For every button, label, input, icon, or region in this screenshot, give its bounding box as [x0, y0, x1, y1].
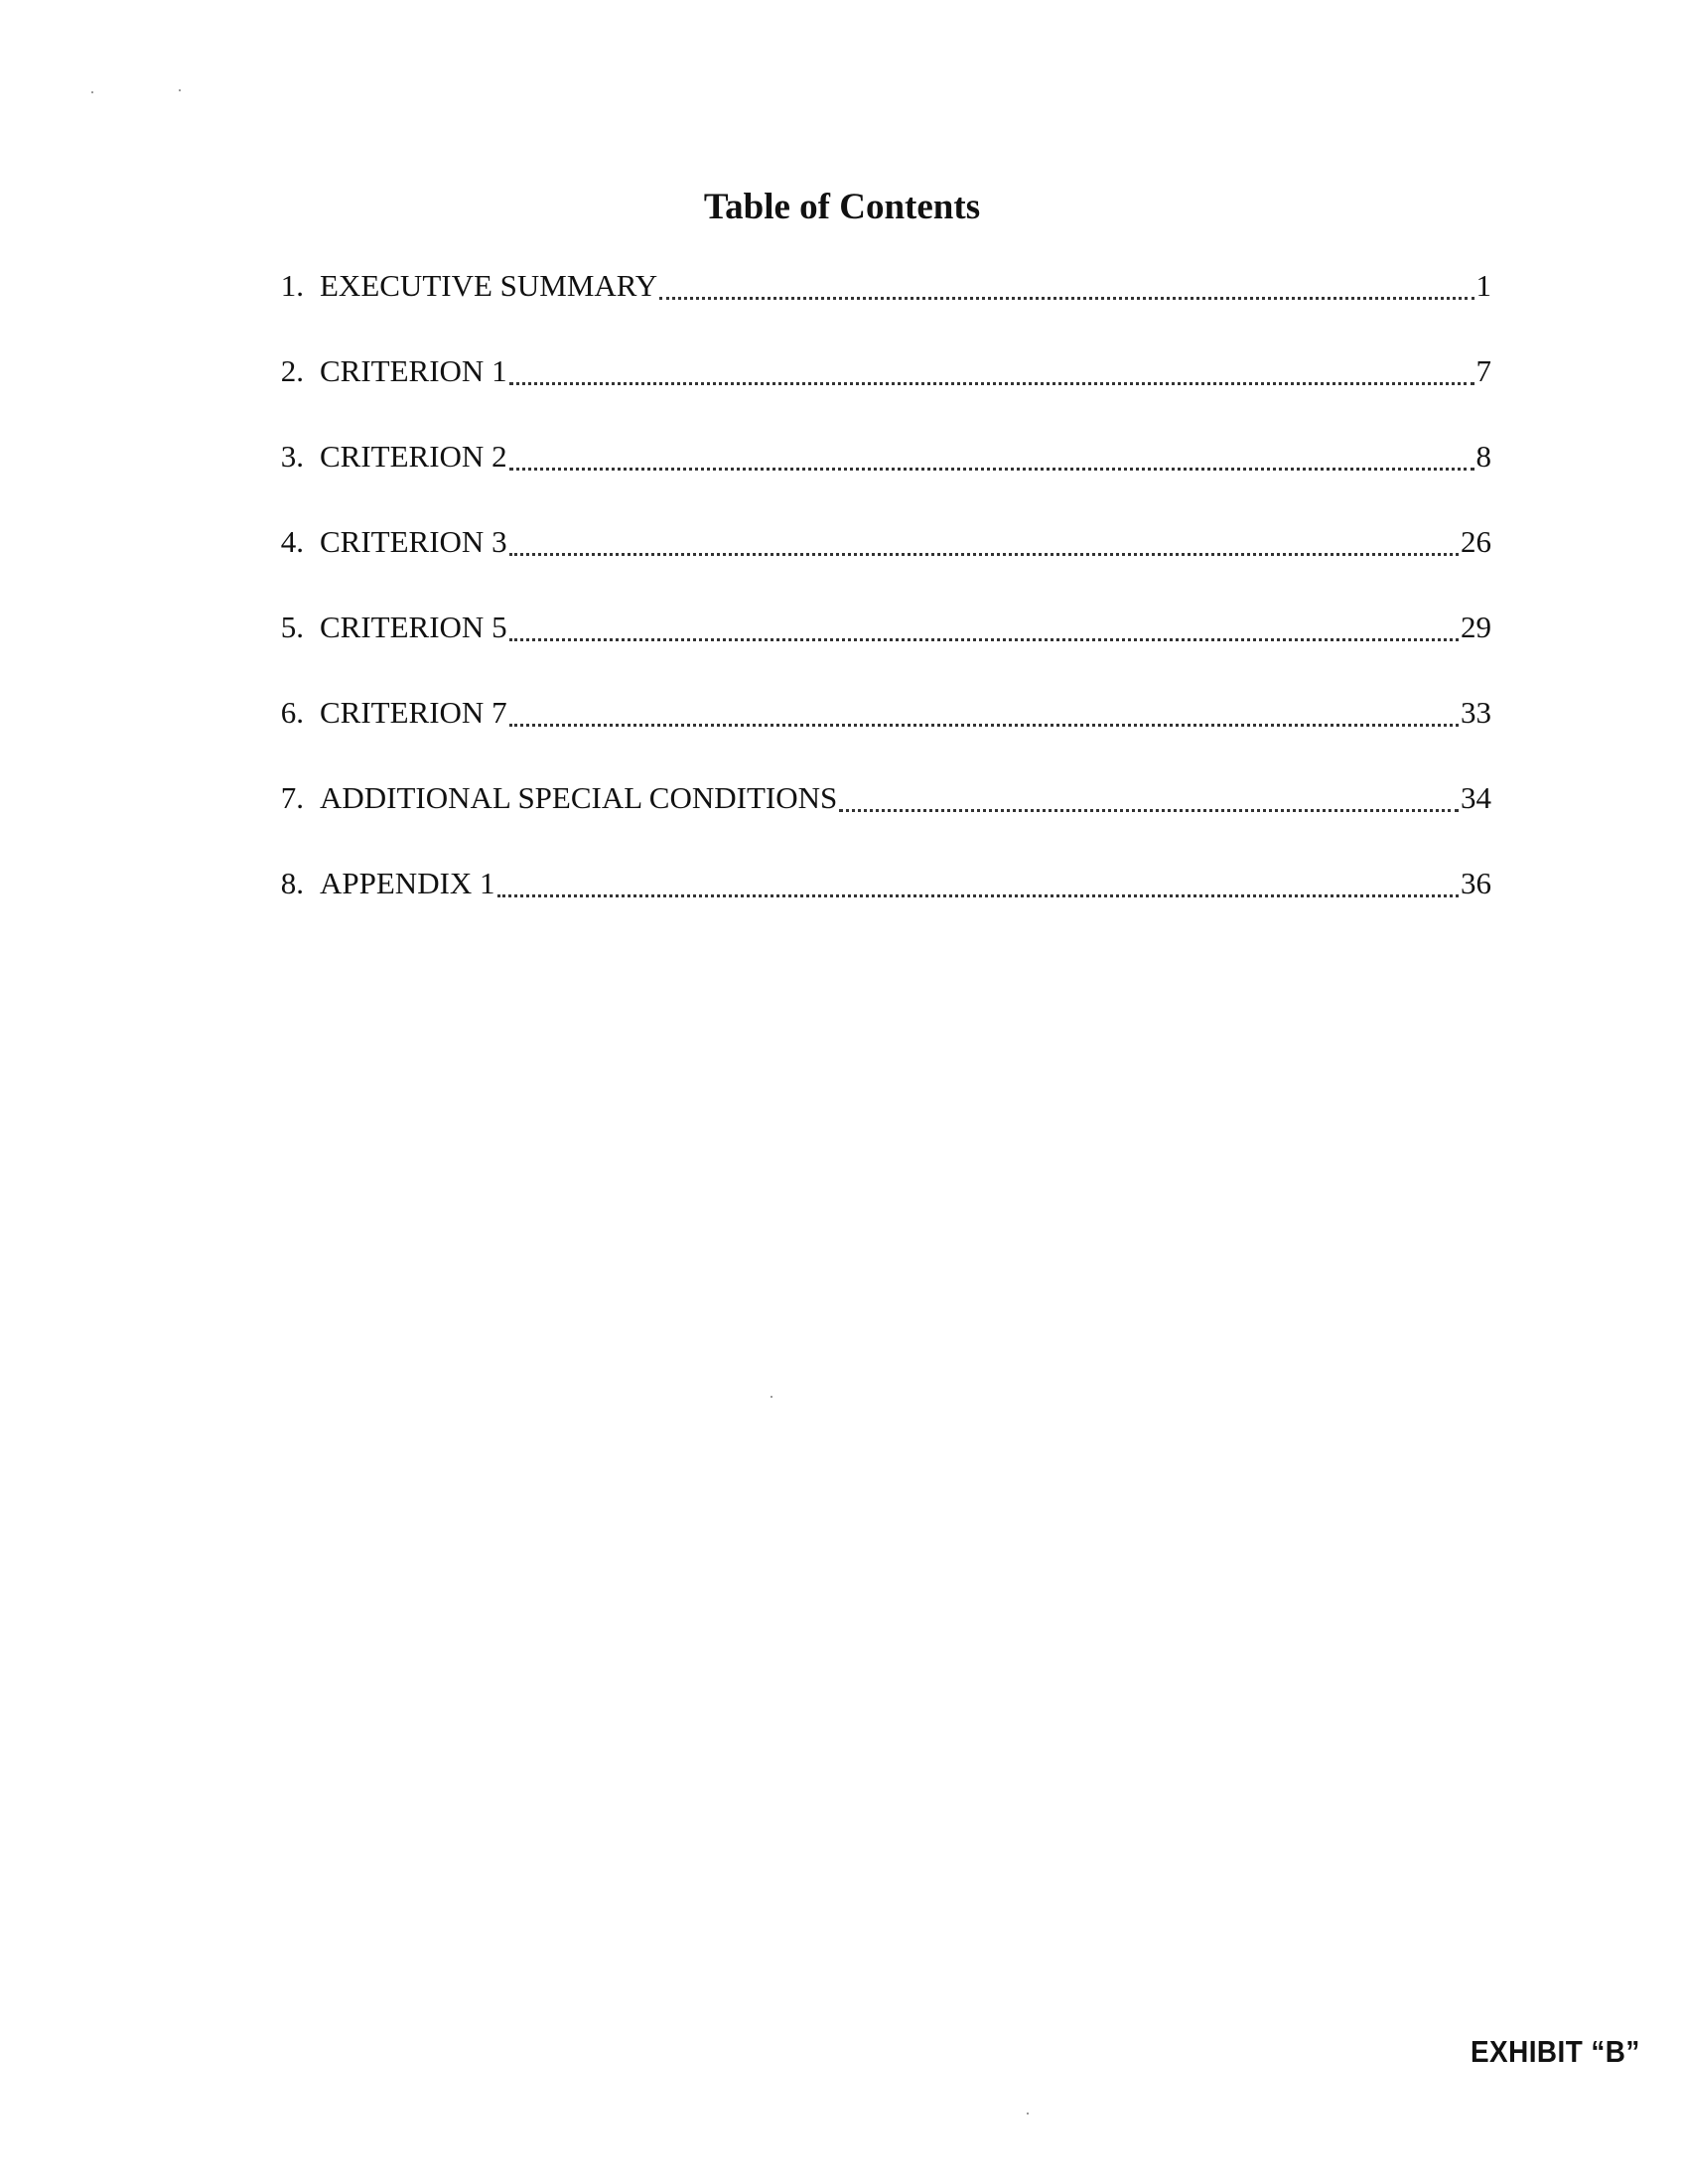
toc-entry[interactable]: [254, 864, 1491, 949]
toc-entry[interactable]: [254, 266, 1491, 351]
scan-speck: [179, 89, 181, 91]
dot-leader: [509, 522, 1459, 556]
toc-entry-page: 8: [1475, 439, 1491, 474]
toc-entry-page: 7: [1475, 353, 1491, 388]
toc-entry-number: 1.: [280, 268, 304, 303]
toc-entry-label: CRITERION 3: [320, 524, 507, 559]
toc-entry-label: APPENDIX 1: [320, 866, 495, 900]
toc-entry-page: 36: [1461, 866, 1491, 900]
toc-entry-number: 5.: [280, 610, 304, 644]
toc-entry-page: 1: [1475, 268, 1491, 303]
toc-entry[interactable]: [254, 778, 1491, 864]
toc-entry-label: CRITERION 7: [320, 695, 507, 730]
toc-entry-page: 34: [1461, 780, 1491, 815]
dot-leader: [497, 864, 1459, 897]
toc-entry[interactable]: [254, 437, 1491, 522]
toc-entry-page: 33: [1461, 695, 1491, 730]
toc-entry-label: CRITERION 1: [320, 353, 507, 388]
toc-entry-number: 8.: [280, 866, 304, 900]
dot-leader: [509, 608, 1459, 641]
scan-speck: [1027, 2113, 1029, 2115]
toc-entry-label: CRITERION 2: [320, 439, 507, 474]
scan-speck: [771, 1396, 772, 1398]
toc-entry-label: ADDITIONAL SPECIAL CONDITIONS: [320, 780, 838, 815]
dot-leader: [659, 266, 1474, 300]
dot-leader: [839, 778, 1459, 812]
toc-entry[interactable]: [254, 522, 1491, 608]
dot-leader: [509, 693, 1459, 727]
dot-leader: [509, 351, 1474, 385]
toc-list: [254, 266, 1491, 949]
toc-entry-number: 6.: [280, 695, 304, 730]
scan-speck: [91, 91, 93, 93]
toc-entry[interactable]: [254, 693, 1491, 778]
page-title: Table of Contents: [703, 187, 981, 227]
toc-entry-number: 4.: [280, 524, 304, 559]
toc-entry-label: EXECUTIVE SUMMARY: [320, 268, 658, 303]
exhibit-label: EXHIBIT “B”: [1471, 2034, 1640, 2069]
toc-entry-number: 3.: [280, 439, 304, 474]
toc-entry-number: 2.: [280, 353, 304, 388]
dot-leader: [509, 437, 1474, 471]
toc-entry-label: CRITERION 5: [320, 610, 507, 644]
toc-entry-number: 7.: [280, 780, 304, 815]
toc-entry-page: 29: [1461, 610, 1491, 644]
toc-entry-page: 26: [1461, 524, 1491, 559]
toc-entry[interactable]: [254, 351, 1491, 437]
toc-entry[interactable]: [254, 608, 1491, 693]
